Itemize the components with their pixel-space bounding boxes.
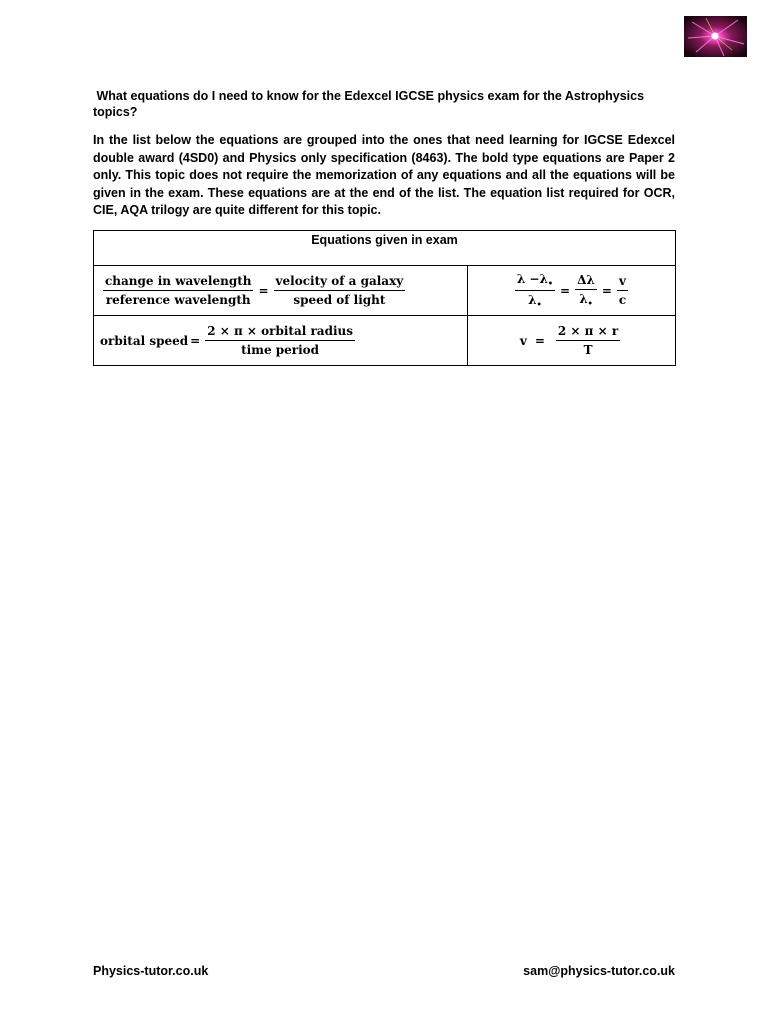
fraction-numerator: velocity of a galaxy (274, 274, 406, 291)
table-header: Equations given in exam (94, 231, 676, 266)
lambda-symbol: λ (579, 292, 588, 306)
equals-sign: = (534, 333, 545, 348)
footer-email: sam@physics-tutor.co.uk (523, 964, 675, 978)
fraction-numerator: 2 × π × r (556, 324, 620, 341)
equals-sign: = (560, 283, 571, 298)
orbital-speed-symbol-equation (468, 316, 676, 366)
lambda-symbol: λ (516, 272, 526, 286)
fraction (617, 274, 628, 307)
fraction (575, 273, 597, 308)
subscript-dot: • (547, 278, 554, 288)
fraction-denominator (577, 290, 595, 308)
fraction (556, 324, 620, 357)
equals-sign: = (190, 333, 201, 348)
fraction-denominator: reference wavelength (105, 293, 251, 307)
fraction-denominator: speed of light (293, 293, 386, 307)
equals-sign: = (601, 283, 612, 298)
page-title (93, 88, 678, 120)
fraction (205, 324, 355, 357)
fraction-denominator (526, 291, 544, 309)
lambda-symbol: λ (539, 272, 548, 286)
fraction-numerator: v (617, 274, 628, 291)
footer-website: Physics-tutor.co.uk (93, 964, 209, 978)
table-row (94, 266, 676, 316)
fraction-denominator: time period (241, 343, 320, 357)
equation-lhs: orbital speed (100, 333, 189, 348)
fraction-denominator: T (583, 343, 593, 357)
page-title-text: What equations do I need to know for the Edexcel IGCSE physics exam for the Astrophysics topics? (93, 89, 645, 119)
equations-table (93, 230, 676, 366)
equation-lhs: v (519, 333, 527, 348)
fraction-numerator: Δλ (575, 273, 597, 290)
plasma-globe-icon (684, 16, 747, 57)
plasma-globe-logo (684, 16, 747, 57)
intro-paragraph: In the list below the equations are grouped into the ones that need learning for IGCSE Edexcel double award (4SD0) and Physics only specification (8463). The bold type equations are Paper 2 only. This topic does not require the memorization of any equations and all the equations will be given in the exam. These equations are at the end of the list. The equation list required for OCR, CIE, AQA trilogy are quite different for this topic. (93, 133, 675, 217)
fraction-numerator: 2 × π × orbital radius (205, 324, 355, 341)
fraction (274, 274, 406, 307)
fraction-numerator: change in wavelength (103, 274, 253, 291)
subscript-dot: • (536, 299, 542, 309)
fraction-denominator: c (618, 293, 627, 307)
fraction (103, 274, 253, 307)
subscript-dot: • (587, 298, 593, 308)
equals-sign: = (258, 283, 269, 298)
minus-sign: − (529, 272, 540, 286)
orbital-speed-word-equation (94, 316, 468, 366)
redshift-symbol-equation (468, 266, 676, 316)
redshift-word-equation (94, 266, 468, 316)
lambda-symbol: λ (528, 293, 537, 307)
table-row (94, 316, 676, 366)
fraction (515, 272, 555, 309)
fraction-numerator (515, 272, 555, 291)
